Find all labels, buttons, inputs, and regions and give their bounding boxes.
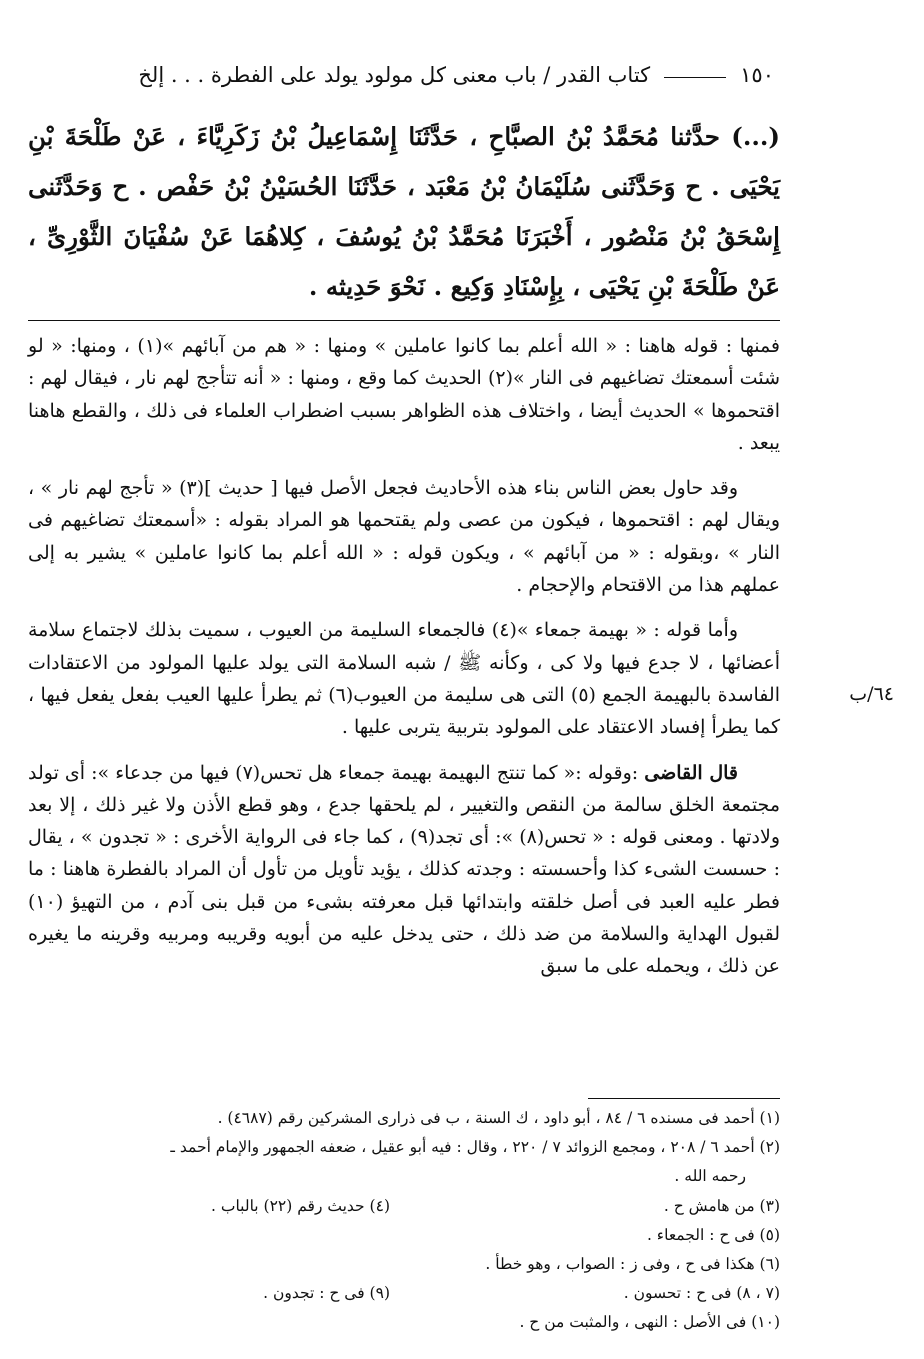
qadi-label: قال القاضى bbox=[644, 761, 738, 784]
footnote-2: (٢) أحمد ٦ / ٢٠٨ ، ومجمع الزوائد ٧ / ٢٢٠ ، وقال : فيه أبو عقيل ، ضعفه الجمهور والإمام أحمد ـ bbox=[170, 1138, 780, 1157]
footnote-4: (٤) حديث رقم (٢٢) بالباب . bbox=[211, 1196, 390, 1215]
section-divider bbox=[28, 320, 780, 321]
commentary bbox=[28, 330, 781, 978]
margin-folio-note: ٦٤/ب bbox=[849, 683, 894, 705]
footnote-row-7-9 bbox=[28, 1279, 780, 1308]
hadith-text: (...) حدَّثنا مُحَمَّدُ بْنُ الصبَّاحِ ، حَدَّثَنَا إِسْمَاعِيلُ بْنُ زَكَرِيَّاءَ ، عَنْ طَلْحَةَ بْنِ يَحْيَى . ح وَحَدَّثَنى سُلَيْمَانُ بْنُ مَعْبَد ، حَدَّثَنَا الحُسَيْنُ بْنُ حَفْص . ح وَحَدَّثَنى إِسْحَقُ بْنُ مَنْصُور ، أَخْبَرَنَا مُحَمَّدُ بْنُ يُوسُفَ ، كِلاهُمَا عَنْ سُفْيَانَ الثَّوْرِىِّ ، عَنْ طَلْحَةَ بْنِ يَحْيَى ، بِإِسْنَادِ وَكِيع . نَحْوَ حَدِيثه . bbox=[28, 122, 780, 301]
footnote-9: (٩) فى ح : تجدون . bbox=[263, 1284, 390, 1303]
commentary-paragraph-3: وأما قوله : « بهيمة جمعاء »(٤) فالجمعاء السليمة من العيوب ، سميت بذلك لاجتماع سلامة أعضائها ، لا جدع فيها ولا كى ، وكأنه ﷺ / شبه السلامة التى يولد عليها المولود من الاعتقادات الفاسدة بالبهيمة الجمع (٥) التى هى سليمة من العيوب(٦) ثم يطرأ عليها العيب بفعل يفعل فيها ، كما يطرأ إفساد الاعتقاد على المولود بتربية يتربى عليها . bbox=[28, 619, 780, 739]
footnote-divider bbox=[588, 1098, 780, 1099]
footnote-6: (٦) هكذا فى ح ، وفى ز : الصواب ، وهو خطأ . bbox=[485, 1255, 780, 1274]
commentary-paragraph-4-text: :وقوله :« كما تنتج البهيمة بهيمة جمعاء هل تحس(٧) فيها من جدعاء »: أى تولد مجتمعة الخلق سالمة من النقص والتغيير ، لم يلحقها جدع ، وهو قطع الأذن ولا غير ذلك ، إلا بعد ولادتها . ومعنى قوله : « تحس(٨) »: أى تجد(٩) ، كما جاء فى الرواية الأخرى : « تجدون » ، يقال : حسست الشىء كذا وأحسسته : وجدته كذلك ، يؤيد تأويل من تأول أن المراد بالفطرة هاهنا : ما فطر عليه العبد فى أصل خلقته وابتدائها قبل معرفته بشىء من قبل بنى آدم ، من التهيؤ (١٠) لقبول الهداية والسلامة من ضد ذلك ، حتى يدخل عليه من أبويه وقريبه ومربيه وقرينه ما يغيره عن ذلك ، ويحمله على ما سبق bbox=[28, 761, 781, 978]
footnote-row-3-4 bbox=[28, 1192, 780, 1221]
page-header bbox=[30, 58, 774, 92]
footnote-2-continuation: رحمه الله . bbox=[674, 1167, 746, 1186]
running-title: كتاب القدر / باب معنى كل مولود يولد على الفطرة . . . إلخ bbox=[138, 63, 651, 87]
footnote-10: (١٠) فى الأصل : النهى ، والمثبت من ح . bbox=[519, 1313, 780, 1332]
footnote-1: (١) أحمد فى مسنده ٦ / ٨٤ ، أبو داود ، ك السنة ، ب فى ذرارى المشركين رقم (٤٦٨٧) . bbox=[217, 1109, 780, 1127]
commentary-paragraph-4 bbox=[28, 757, 780, 983]
footnote-5: (٥) فى ح : الجمعاء . bbox=[646, 1225, 780, 1244]
footnote-7-8: (٧ ، ٨) فى ح : تحسون . bbox=[623, 1284, 780, 1303]
page-number: ١٥٠ bbox=[740, 63, 774, 87]
commentary-paragraph-1: فمنها : قوله هاهنا : « الله أعلم بما كانوا عاملين » ومنها : « هم من آبائهم »(١) ، ومنها: « لو شئت أسمعتك تضاغيهم فى النار »(٢) الحديث كما وقع ، ومنها : « أنه تتأجج لهم نار ، فيقال لهم : اقتحموها » الحديث أيضا ، واختلاف هذه الظواهر بسبب اضطراب العلماء فى ذلك ، والقطع هاهنا يبعد . bbox=[28, 335, 781, 454]
footnote-3: (٣) من هامش ح . bbox=[663, 1196, 780, 1215]
footnotes bbox=[28, 1104, 780, 1338]
header-rule bbox=[664, 77, 726, 78]
commentary-paragraph-2: وقد حاول بعض الناس بناء هذه الأحاديث فجعل الأصل فيها [ حديث ](٣) « تأجج لهم نار » ، ويقال لهم : اقتحموها ، فيكون من عصى ولم يقتحمها هو المراد بقوله : «أسمعتك تضاغيهم فى النار » ،وبقوله : « من آبائهم » ، ويكون قوله : « الله أعلم بما كانوا عاملين » يشير به إلى عملهم هذا من الاقتحام والإحجام . bbox=[28, 477, 780, 597]
